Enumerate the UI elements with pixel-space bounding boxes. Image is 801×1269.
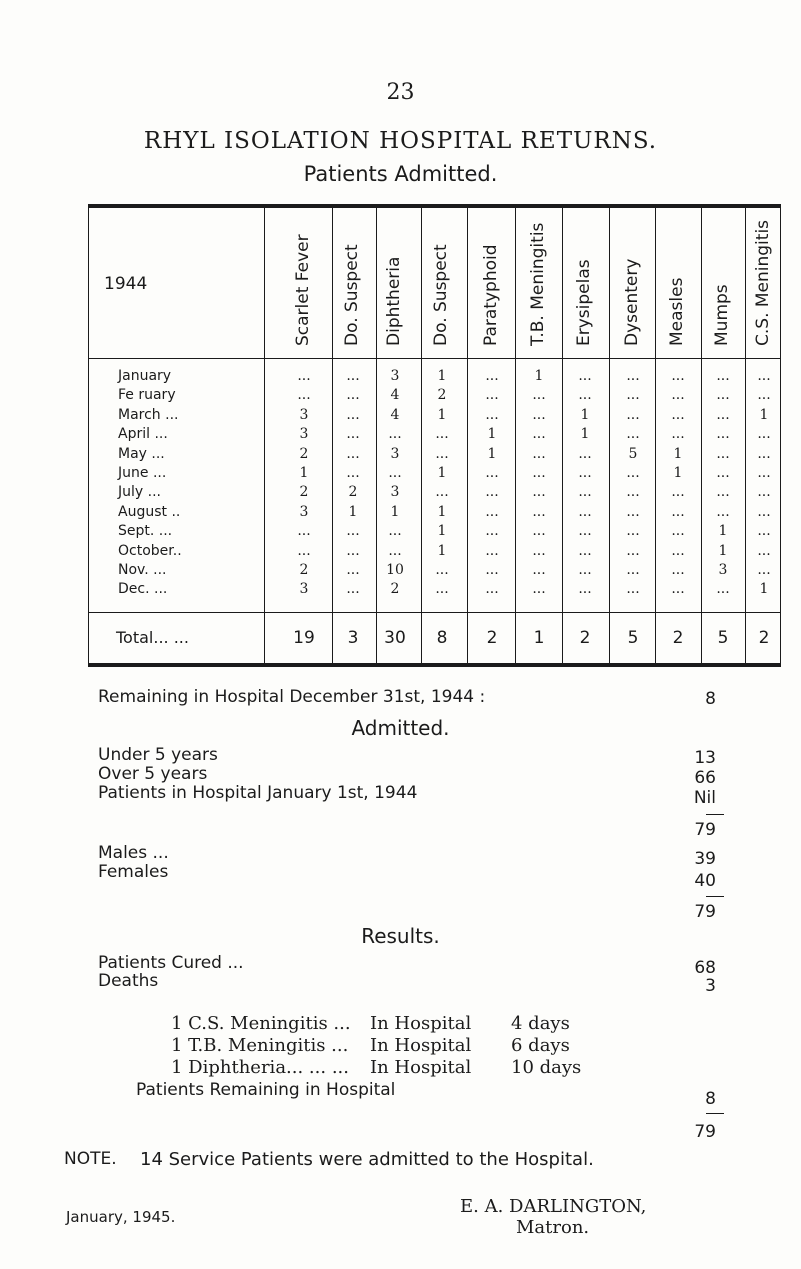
table-cell: ... xyxy=(346,406,360,423)
table-cell: ... xyxy=(578,581,592,598)
column-divider xyxy=(655,204,656,667)
admitted-item-label: Patients in Hospital January 1st, 1944 xyxy=(98,783,418,803)
death-days: 6 days xyxy=(511,1035,570,1056)
table-cell: ... xyxy=(626,406,640,423)
sex-item-value: 39 xyxy=(694,849,716,869)
column-header: Scarlet Fever xyxy=(293,234,313,346)
table-cell: ... xyxy=(716,465,730,481)
table-cell: ... xyxy=(532,465,546,481)
total-cell: 1 xyxy=(533,628,545,648)
report-date: January, 1945. xyxy=(66,1208,176,1226)
table-cell: ... xyxy=(578,465,592,481)
table-cell: ... xyxy=(757,562,771,578)
table-cell: 3 xyxy=(390,445,400,462)
table-cell: 1 xyxy=(580,426,590,443)
table-cell: ... xyxy=(532,426,546,443)
table-cell: 1 xyxy=(759,581,769,598)
table-cell: ... xyxy=(671,368,685,384)
table-cell: 2 xyxy=(348,484,358,501)
table-cell: ... xyxy=(716,426,730,443)
table-cell: 2 xyxy=(437,387,447,404)
page-title: RHYL ISOLATION HOSPITAL RETURNS. xyxy=(143,128,658,154)
column-header: Erysipelas xyxy=(574,259,594,346)
column-header: C.S. Meningitis xyxy=(753,219,773,346)
table-cell: ... xyxy=(716,484,730,501)
results-item-value: 3 xyxy=(705,976,716,996)
table-cell: ... xyxy=(626,426,640,443)
signature-title: Matron. xyxy=(516,1217,590,1238)
total-cell: 2 xyxy=(758,628,770,648)
table-cell: ... xyxy=(716,368,730,384)
table-cell: ... xyxy=(671,484,685,501)
table-cell: 1 xyxy=(437,523,447,540)
sex-item-label: Females xyxy=(98,862,169,882)
table-cell: 1 xyxy=(673,445,683,462)
admitted-item-value: 13 xyxy=(694,748,716,768)
table-cell: ... xyxy=(626,523,640,540)
table-cell: ... xyxy=(716,406,730,423)
table-cell: ... xyxy=(532,406,546,423)
table-cell: ... xyxy=(435,562,449,578)
table-cell: 1 xyxy=(718,523,728,540)
results-remaining-label: Patients Remaining in Hospital xyxy=(136,1080,396,1100)
sum-rule xyxy=(706,896,724,897)
table-cell: ... xyxy=(346,523,360,540)
table-cell: 4 xyxy=(390,406,400,423)
table-cell: ... xyxy=(757,542,771,559)
table-cell: 3 xyxy=(299,426,309,443)
table-header-rule xyxy=(88,358,781,359)
table-cell: ... xyxy=(346,368,360,384)
month-label: June ... xyxy=(118,465,167,481)
table-cell: ... xyxy=(485,484,499,501)
month-label: October.. xyxy=(118,542,182,559)
table-bottom-rule xyxy=(88,663,781,667)
column-divider xyxy=(609,204,610,667)
table-cell: ... xyxy=(532,445,546,462)
column-header: Dysentery xyxy=(622,258,642,346)
column-divider xyxy=(264,204,265,667)
table-cell: ... xyxy=(626,465,640,481)
death-place: In Hospital xyxy=(370,1035,472,1056)
column-header: Mumps xyxy=(712,284,732,346)
table-cell: 1 xyxy=(437,542,447,559)
table-cell: ... xyxy=(626,484,640,501)
table-cell: 1 xyxy=(487,426,497,443)
table-cell: ... xyxy=(578,503,592,520)
table-cell: 1 xyxy=(299,465,309,481)
table-cell: ... xyxy=(388,542,402,559)
table-cell: 1 xyxy=(437,368,447,384)
table-cell: ... xyxy=(532,523,546,540)
total-cell: 19 xyxy=(293,628,315,648)
table-cell: ... xyxy=(716,503,730,520)
table-cell: ... xyxy=(716,387,730,404)
admitted-item-label: Over 5 years xyxy=(98,764,208,784)
table-cell: ... xyxy=(485,406,499,423)
month-label: Nov. ... xyxy=(118,562,167,578)
column-header: Do. Suspect xyxy=(431,244,451,346)
results-item-label: Deaths xyxy=(98,971,159,991)
table-cell: 3 xyxy=(718,562,728,578)
total-cell: 2 xyxy=(486,628,498,648)
table-cell: ... xyxy=(671,562,685,578)
table-cell: ... xyxy=(485,387,499,404)
table-cell: ... xyxy=(388,523,402,540)
table-cell: 3 xyxy=(299,503,309,520)
admitted-heading: Admitted. xyxy=(351,716,450,740)
death-cause: 1 Diphtheria... ... ... xyxy=(171,1057,349,1078)
sex-item-value: 40 xyxy=(694,871,716,891)
table-cell: 3 xyxy=(390,484,400,501)
table-cell: 1 xyxy=(437,465,447,481)
death-days: 10 days xyxy=(511,1057,582,1078)
results-total: 79 xyxy=(694,1122,716,1142)
table-cell: ... xyxy=(757,387,771,404)
table-cell: ... xyxy=(757,368,771,384)
table-cell: ... xyxy=(485,465,499,481)
table-cell: ... xyxy=(757,523,771,540)
table-cell: ... xyxy=(346,465,360,481)
column-header: Do. Suspect xyxy=(342,244,362,346)
table-cell: ... xyxy=(578,387,592,404)
table-cell: ... xyxy=(578,484,592,501)
month-label: Fe ruary xyxy=(118,387,176,404)
table-top-rule xyxy=(88,204,781,208)
table-cell: 2 xyxy=(299,562,309,578)
table-cell: ... xyxy=(716,445,730,462)
table-cell: ... xyxy=(671,406,685,423)
admitted-item-value: 66 xyxy=(694,768,716,788)
table-cell: ... xyxy=(716,581,730,598)
table-cell: 5 xyxy=(628,445,638,462)
table-cell: ... xyxy=(485,523,499,540)
page-number: 23 xyxy=(386,80,415,105)
table-cell: ... xyxy=(485,368,499,384)
month-label: January xyxy=(118,368,172,384)
death-days: 4 days xyxy=(511,1013,570,1034)
table-cell: 1 xyxy=(759,406,769,423)
table-cell: ... xyxy=(485,503,499,520)
table-cell: ... xyxy=(626,503,640,520)
note-text: 14 Service Patients were admitted to the Hospital. xyxy=(140,1149,594,1170)
table-cell: ... xyxy=(626,542,640,559)
table-cell: ... xyxy=(435,581,449,598)
table-cell: 3 xyxy=(299,406,309,423)
column-divider xyxy=(562,204,563,667)
table-cell: ... xyxy=(346,581,360,598)
table-cell: ... xyxy=(626,581,640,598)
total-cell: 2 xyxy=(579,628,591,648)
table-cell: ... xyxy=(671,387,685,404)
month-label: March ... xyxy=(118,406,179,423)
table-cell: ... xyxy=(578,562,592,578)
results-item-label: Patients Cured ... xyxy=(98,953,244,973)
table-cell: 1 xyxy=(437,503,447,520)
results-item-value: 68 xyxy=(694,958,716,978)
table-cell: ... xyxy=(532,484,546,501)
table-cell: ... xyxy=(435,426,449,443)
table-cell: 2 xyxy=(390,581,400,598)
table-cell: ... xyxy=(532,387,546,404)
total-cell: 3 xyxy=(347,628,359,648)
table-cell: 3 xyxy=(299,581,309,598)
death-cause: 1 C.S. Meningitis ... xyxy=(171,1013,351,1034)
admissions-table xyxy=(88,204,781,667)
table-cell: ... xyxy=(532,503,546,520)
total-label: Total... ... xyxy=(116,628,189,647)
column-divider xyxy=(515,204,516,667)
total-cell: 5 xyxy=(717,628,729,648)
table-cell: ... xyxy=(435,484,449,501)
results-remaining-value: 8 xyxy=(705,1089,716,1109)
table-cell: ... xyxy=(485,581,499,598)
remaining-line: Remaining in Hospital December 31st, 1944 : xyxy=(98,687,486,707)
table-cell: 3 xyxy=(390,368,400,384)
admitted-item-value: Nil xyxy=(693,788,716,808)
month-label: Sept. ... xyxy=(118,523,173,540)
month-label: August .. xyxy=(118,503,181,520)
page-subtitle: Patients Admitted. xyxy=(303,162,498,186)
table-year: 1944 xyxy=(104,274,148,294)
table-left-border xyxy=(88,204,89,667)
table-cell: ... xyxy=(346,387,360,404)
table-cell: ... xyxy=(626,387,640,404)
table-cell: ... xyxy=(532,542,546,559)
total-cell: 30 xyxy=(384,628,406,648)
sex-total: 79 xyxy=(694,902,716,922)
column-header: T.B. Meningitis xyxy=(528,222,548,346)
sum-rule xyxy=(706,814,724,815)
table-cell: ... xyxy=(757,445,771,462)
table-cell: ... xyxy=(388,465,402,481)
signature-name: E. A. DARLINGTON, xyxy=(460,1196,647,1217)
column-divider xyxy=(467,204,468,667)
total-cell: 8 xyxy=(436,628,448,648)
death-place: In Hospital xyxy=(370,1013,472,1034)
total-cell: 5 xyxy=(627,628,639,648)
table-cell: 1 xyxy=(534,368,544,384)
table-cell: ... xyxy=(485,562,499,578)
table-cell: ... xyxy=(671,426,685,443)
table-cell: 1 xyxy=(487,445,497,462)
month-label: April ... xyxy=(118,426,168,443)
table-cell: ... xyxy=(346,542,360,559)
table-cell: 2 xyxy=(299,484,309,501)
sex-item-label: Males ... xyxy=(98,843,169,863)
table-cell: ... xyxy=(626,368,640,384)
table-cell: 1 xyxy=(348,503,358,520)
table-cell: ... xyxy=(757,503,771,520)
table-cell: ... xyxy=(297,523,311,540)
total-cell: 2 xyxy=(672,628,684,648)
table-cell: ... xyxy=(346,445,360,462)
table-cell: ... xyxy=(626,562,640,578)
table-cell: ... xyxy=(485,542,499,559)
column-header: Paratyphoid xyxy=(481,244,501,346)
table-cell: ... xyxy=(346,426,360,443)
column-header: Diphtheria xyxy=(384,256,404,346)
table-cell: ... xyxy=(388,426,402,443)
sum-rule xyxy=(706,1113,724,1114)
table-cell: ... xyxy=(435,445,449,462)
table-cell: 1 xyxy=(673,465,683,481)
table-cell: 1 xyxy=(437,406,447,423)
table-cell: ... xyxy=(297,368,311,384)
table-cell: ... xyxy=(757,426,771,443)
results-heading: Results. xyxy=(361,924,440,948)
table-cell: ... xyxy=(671,542,685,559)
remaining-value: 8 xyxy=(705,689,716,709)
table-cell: ... xyxy=(757,484,771,501)
admitted-subtotal: 79 xyxy=(694,820,716,840)
death-place: In Hospital xyxy=(370,1057,472,1078)
month-label: Dec. ... xyxy=(118,581,168,598)
note-label: NOTE. xyxy=(64,1149,117,1169)
table-cell: 4 xyxy=(390,387,400,404)
table-cell: ... xyxy=(532,581,546,598)
month-label: July ... xyxy=(118,484,161,501)
table-cell: ... xyxy=(671,581,685,598)
table-cell: ... xyxy=(532,562,546,578)
death-cause: 1 T.B. Meningitis ... xyxy=(171,1035,349,1056)
table-cell: ... xyxy=(578,523,592,540)
table-cell: ... xyxy=(671,503,685,520)
column-divider xyxy=(701,204,702,667)
table-cell: 1 xyxy=(718,542,728,559)
table-cell: 10 xyxy=(386,562,404,578)
column-header: Measles xyxy=(667,277,687,346)
table-cell: ... xyxy=(297,387,311,404)
table-cell: 1 xyxy=(390,503,400,520)
table-cell: ... xyxy=(578,445,592,462)
table-cell: ... xyxy=(757,465,771,481)
table-cell: ... xyxy=(671,523,685,540)
table-cell: 2 xyxy=(299,445,309,462)
table-total-rule xyxy=(88,612,781,613)
table-cell: ... xyxy=(578,368,592,384)
admitted-item-label: Under 5 years xyxy=(98,745,218,765)
table-cell: ... xyxy=(297,542,311,559)
table-cell: ... xyxy=(346,562,360,578)
table-cell: 1 xyxy=(580,406,590,423)
month-label: May ... xyxy=(118,445,165,462)
table-cell: ... xyxy=(578,542,592,559)
